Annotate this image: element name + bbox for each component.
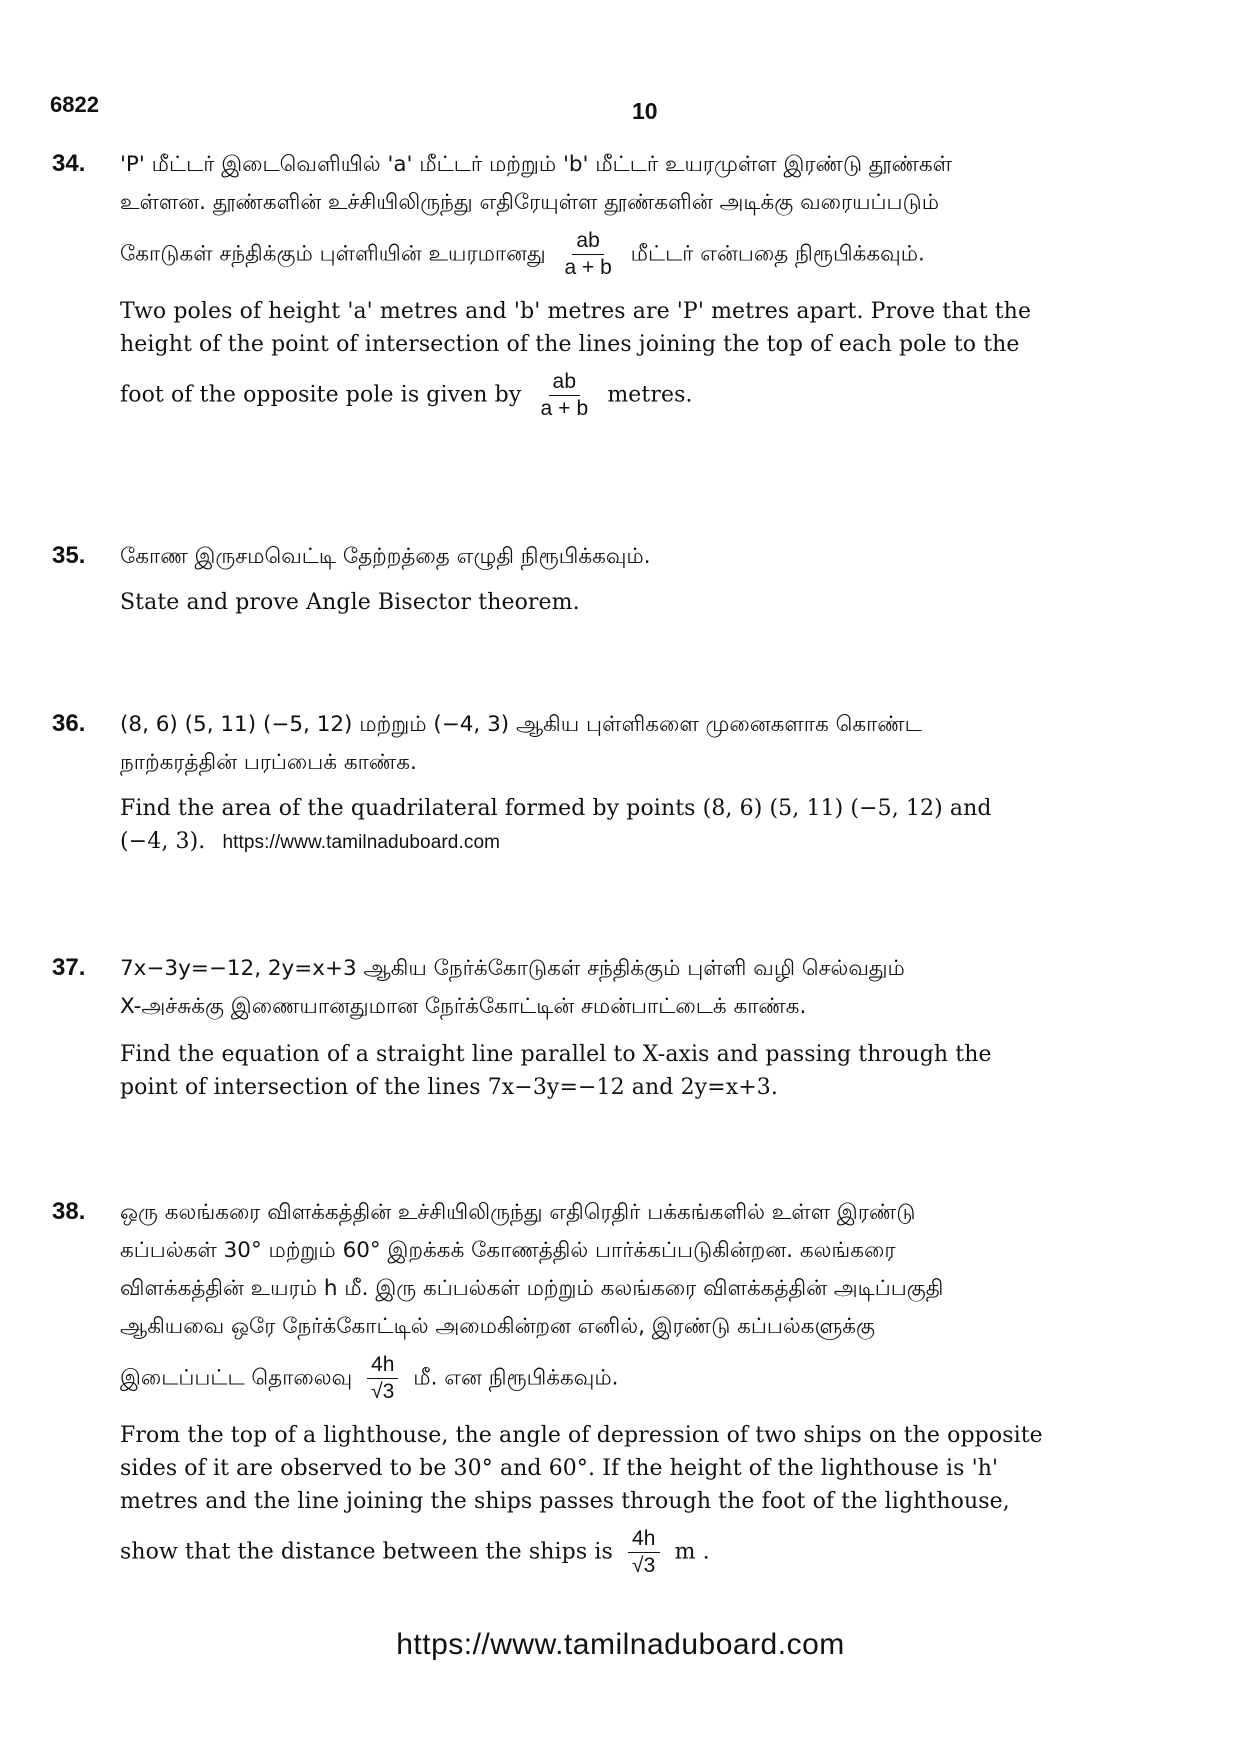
english-line: Two poles of height 'a' metres and 'b' metres are 'P' metres apart. Prove that the xyxy=(120,299,1032,324)
fraction-denominator: √3 xyxy=(632,1554,656,1577)
tamil-line: கோண இருசமவெட்டி தேற்றத்தை எழுதி நிரூபிக்கவும். xyxy=(120,544,651,569)
question-number: 35. xyxy=(52,542,86,569)
fraction-numerator: 4h xyxy=(367,1352,398,1379)
watermark-url: https://www.tamilnaduboard.com xyxy=(222,832,501,853)
tamil-line: கப்பல்கள் 30° மற்றும் 60° இறக்கக் கோணத்தில் பார்க்கப்படுகின்றன. கலங்கரை xyxy=(120,1238,896,1263)
tamil-line: 'P' மீட்டர் இடைவெளியில் 'a' மீட்டர் மற்றும் 'b' மீட்டர் உயரமுள்ள இரண்டு தூண்கள் xyxy=(120,152,953,177)
english-line: metres and the line joining the ships passes through the foot of the lighthouse, xyxy=(120,1489,1010,1514)
tamil-line: (8, 6) (5, 11) (−5, 12) மற்றும் (−4, 3) ஆகிய புள்ளிகளை முனைகளாக கொண்ட xyxy=(120,712,922,737)
tamil-text: மீட்டர் என்பதை நிரூபிக்கவும். xyxy=(630,241,925,267)
fraction xyxy=(628,1526,660,1579)
tamil-line: X-அச்சுக்கு இணையானதுமான நேர்க்கோட்டின் சமன்பாட்டைக் காண்க. xyxy=(120,994,807,1019)
fraction xyxy=(536,369,592,422)
fraction xyxy=(560,228,615,281)
english-text: show that the distance between the ships is xyxy=(120,1539,613,1565)
question-number: 38. xyxy=(52,1198,86,1225)
tamil-line: ஒரு கலங்கரை விளக்கத்தின் உச்சியிலிருந்து எதிரெதிர் பக்கங்களில் உள்ள இரண்டு xyxy=(120,1200,916,1225)
english-text: metres. xyxy=(607,382,693,408)
english-line: From the top of a lighthouse, the angle of depression of two ships on the opposite xyxy=(120,1423,1043,1448)
tamil-line-with-fraction xyxy=(120,1352,1190,1405)
english-line: point of intersection of the lines 7x−3y=−12 and 2y=x+3. xyxy=(120,1075,778,1100)
question-number: 34. xyxy=(52,150,86,177)
page-number: 10 xyxy=(632,98,658,124)
fraction xyxy=(367,1352,398,1405)
english-line-with-fraction xyxy=(120,1526,1190,1579)
fraction-denominator: a + b xyxy=(564,256,612,279)
tamil-line: விளக்கத்தின் உயரம் h மீ. இரு கப்பல்கள் மற்றும் கலங்கரை விளக்கத்தின் அடிப்பகுதி xyxy=(120,1276,944,1301)
fraction-numerator: 4h xyxy=(628,1526,660,1553)
question-number: 37. xyxy=(52,954,86,981)
fraction-denominator: a + b xyxy=(540,397,589,420)
english-line-with-fraction xyxy=(120,369,1190,422)
question-number: 36. xyxy=(52,710,86,737)
english-text: foot of the opposite pole is given by xyxy=(120,382,522,408)
fraction-numerator: ab xyxy=(549,369,581,396)
fraction-numerator: ab xyxy=(572,228,603,255)
fraction-denominator: √3 xyxy=(371,1380,395,1403)
tamil-text: மீ. என நிரூபிக்கவும். xyxy=(413,1365,619,1391)
english-line xyxy=(120,825,1190,859)
english-line: sides of it are observed to be 30° and 60°. If the height of the lighthouse is 'h' xyxy=(120,1456,999,1481)
english-line: height of the point of intersection of the lines joining the top of each pole to the xyxy=(120,332,1020,357)
english-text: (−4, 3). xyxy=(120,829,206,854)
paper-code: 6822 xyxy=(50,92,99,117)
tamil-line: ஆகியவை ஒரே நேர்க்கோட்டில் அமைகின்றன எனில், இரண்டு கப்பல்களுக்கு xyxy=(120,1314,875,1339)
tamil-line: உள்ளன. தூண்களின் உச்சியிலிருந்து எதிரேயுள்ள தூண்களின் அடிக்கு வரையப்படும் xyxy=(120,190,940,215)
footer-url[interactable]: https://www.tamilnaduboard.com xyxy=(396,1628,845,1661)
tamil-line: 7x−3y=−12, 2y=x+3 ஆகிய நேர்க்கோடுகள் சந்திக்கும் புள்ளி வழி செல்வதும் xyxy=(120,956,905,981)
english-line: State and prove Angle Bisector theorem. xyxy=(120,590,580,615)
english-line: Find the equation of a straight line parallel to X-axis and passing through the xyxy=(120,1042,992,1067)
english-text: m . xyxy=(674,1539,710,1565)
english-line: Find the area of the quadrilateral formed by points (8, 6) (5, 11) (−5, 12) and xyxy=(120,796,992,821)
tamil-line: நாற்கரத்தின் பரப்பைக் காண்க. xyxy=(120,750,417,775)
tamil-text: இடைப்பட்ட தொலைவு xyxy=(120,1365,353,1391)
tamil-text: கோடுகள் சந்திக்கும் புள்ளியின் உயரமானது xyxy=(120,241,546,267)
tamil-line-with-fraction xyxy=(120,228,1190,281)
